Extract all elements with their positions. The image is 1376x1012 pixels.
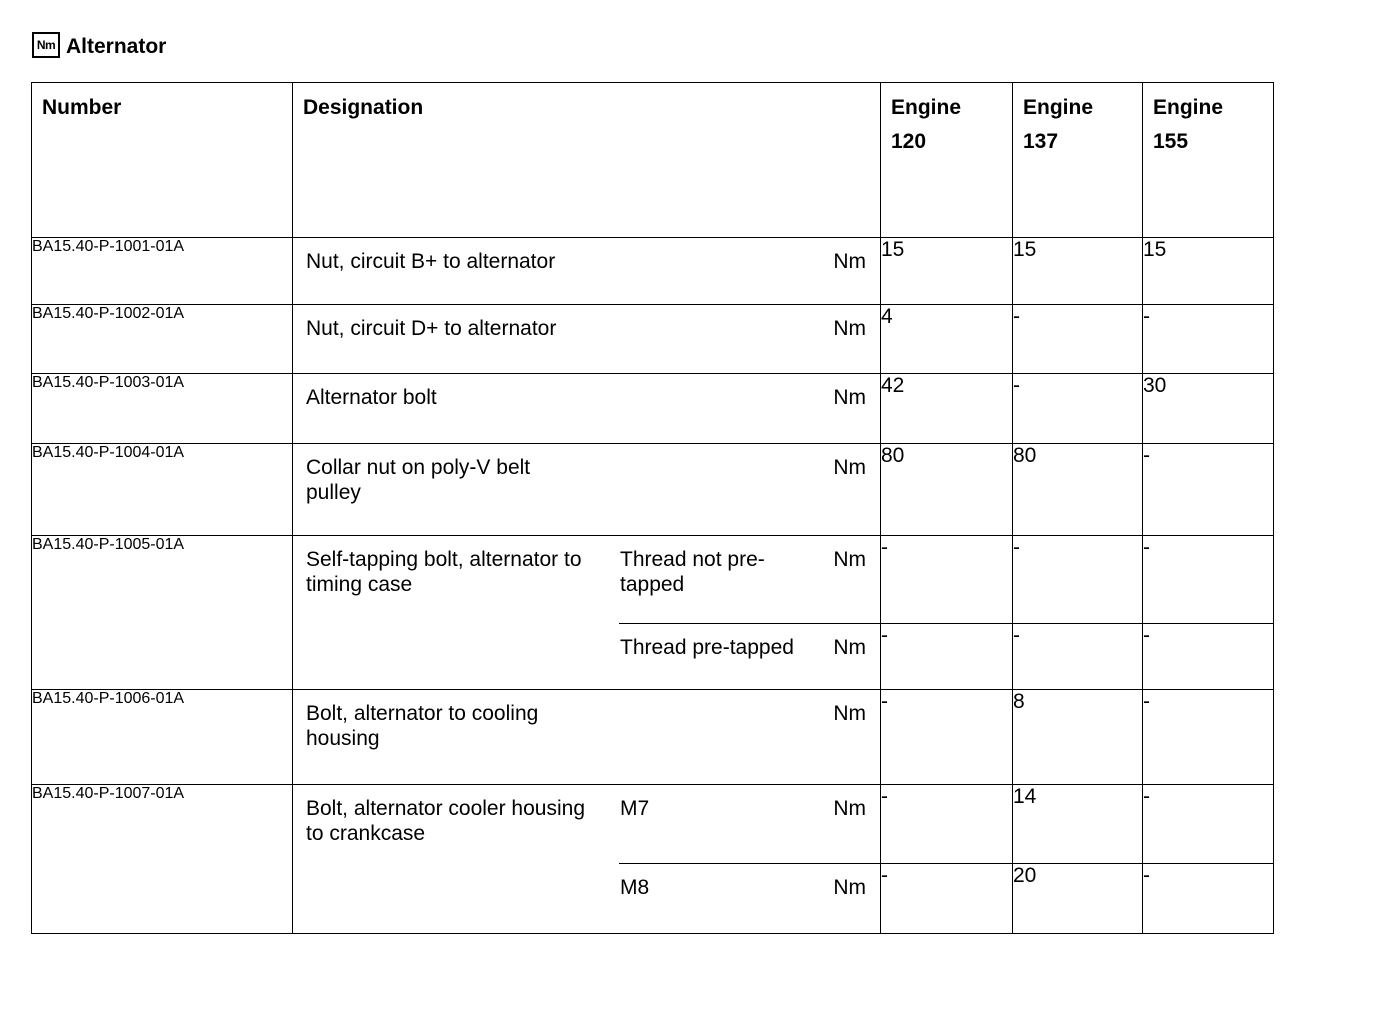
- value-engine-120: 4: [881, 305, 1013, 374]
- row-designation: [293, 374, 881, 444]
- condition-text: M7: [620, 797, 650, 820]
- header-designation: Designation: [293, 83, 881, 238]
- condition-text: Thread not pre-tapped: [620, 548, 765, 596]
- table-row: [32, 444, 1274, 536]
- table-row: [32, 238, 1274, 305]
- value-engine-155: -: [1143, 690, 1274, 785]
- value-engine-155: 30: [1143, 374, 1274, 444]
- value-engine-120: -: [881, 785, 1013, 864]
- torque-spec-table: [31, 82, 1274, 934]
- unit-label: Nm: [833, 386, 866, 409]
- value-engine-137: -: [1013, 374, 1143, 444]
- table-row: [32, 536, 1274, 624]
- row-designation: [293, 305, 881, 374]
- designation-text: Bolt, alternator to cooling housing: [306, 702, 539, 750]
- value-engine-137: 20: [1013, 864, 1143, 934]
- value-engine-120: 15: [881, 238, 1013, 305]
- page-title: Alternator: [66, 35, 167, 58]
- value-engine-120: -: [881, 690, 1013, 785]
- value-engine-137: 15: [1013, 238, 1143, 305]
- header-engine-137: Engine 137: [1013, 83, 1143, 238]
- unit-label: Nm: [833, 635, 866, 659]
- designation-text: Bolt, alternator cooler housing to crankcase: [306, 797, 585, 845]
- table-row: [32, 374, 1274, 444]
- value-engine-155: -: [1143, 536, 1274, 624]
- table-header-row: [32, 83, 1274, 238]
- row-number: BA15.40-P-1003-01A: [32, 374, 293, 444]
- header-engine-120: Engine 120: [881, 83, 1013, 238]
- row-number: BA15.40-P-1006-01A: [32, 690, 293, 785]
- value-engine-155: 15: [1143, 238, 1274, 305]
- row-number: BA15.40-P-1002-01A: [32, 305, 293, 374]
- designation-text: Self-tapping bolt, alternator to timing case: [306, 548, 582, 596]
- row-designation: [293, 238, 881, 305]
- row-designation: [293, 444, 881, 536]
- value-engine-137: -: [1013, 624, 1143, 690]
- unit-label: Nm: [833, 317, 866, 340]
- table-row: [32, 690, 1274, 785]
- value-engine-155: -: [1143, 444, 1274, 536]
- row-number: BA15.40-P-1004-01A: [32, 444, 293, 536]
- value-engine-137: 8: [1013, 690, 1143, 785]
- unit-label: Nm: [833, 250, 866, 273]
- value-engine-155: -: [1143, 864, 1274, 934]
- row-designation: [293, 536, 881, 624]
- row-designation: [293, 624, 881, 690]
- row-number: BA15.40-P-1007-01A: [32, 785, 293, 864]
- value-engine-155: -: [1143, 305, 1274, 374]
- unit-label: Nm: [833, 548, 866, 571]
- row-designation: [293, 864, 881, 934]
- condition-text: Thread pre-tapped: [620, 635, 794, 659]
- unit-label: Nm: [833, 797, 866, 820]
- header-engine-155: Engine 155: [1143, 83, 1274, 238]
- value-engine-120: -: [881, 536, 1013, 624]
- value-engine-155: -: [1143, 785, 1274, 864]
- table-row: [32, 305, 1274, 374]
- table-row: [32, 785, 1274, 864]
- unit-label: Nm: [833, 456, 866, 479]
- value-engine-137: 80: [1013, 444, 1143, 536]
- torque-nm-icon: Nm: [32, 32, 60, 58]
- value-engine-155: -: [1143, 624, 1274, 690]
- value-engine-137: -: [1013, 536, 1143, 624]
- table-row: [32, 624, 1274, 690]
- unit-label: Nm: [833, 702, 866, 725]
- row-number: [32, 624, 293, 690]
- designation-text: Nut, circuit D+ to alternator: [306, 317, 557, 340]
- page-heading: [32, 34, 166, 60]
- value-engine-137: 14: [1013, 785, 1143, 864]
- value-engine-137: -: [1013, 305, 1143, 374]
- table-row: [32, 864, 1274, 934]
- condition-text: M8: [620, 875, 650, 899]
- row-designation: [293, 785, 881, 864]
- value-engine-120: -: [881, 864, 1013, 934]
- designation-text: Collar nut on poly-V belt pulley: [306, 456, 531, 504]
- row-number: [32, 864, 293, 934]
- designation-text: Alternator bolt: [306, 386, 437, 409]
- value-engine-120: 80: [881, 444, 1013, 536]
- unit-label: Nm: [833, 875, 866, 899]
- designation-text: Nut, circuit B+ to alternator: [306, 250, 556, 273]
- header-number: Number: [32, 83, 293, 238]
- value-engine-120: -: [881, 624, 1013, 690]
- row-number: BA15.40-P-1005-01A: [32, 536, 293, 624]
- row-designation: [293, 690, 881, 785]
- row-number: BA15.40-P-1001-01A: [32, 238, 293, 305]
- value-engine-120: 42: [881, 374, 1013, 444]
